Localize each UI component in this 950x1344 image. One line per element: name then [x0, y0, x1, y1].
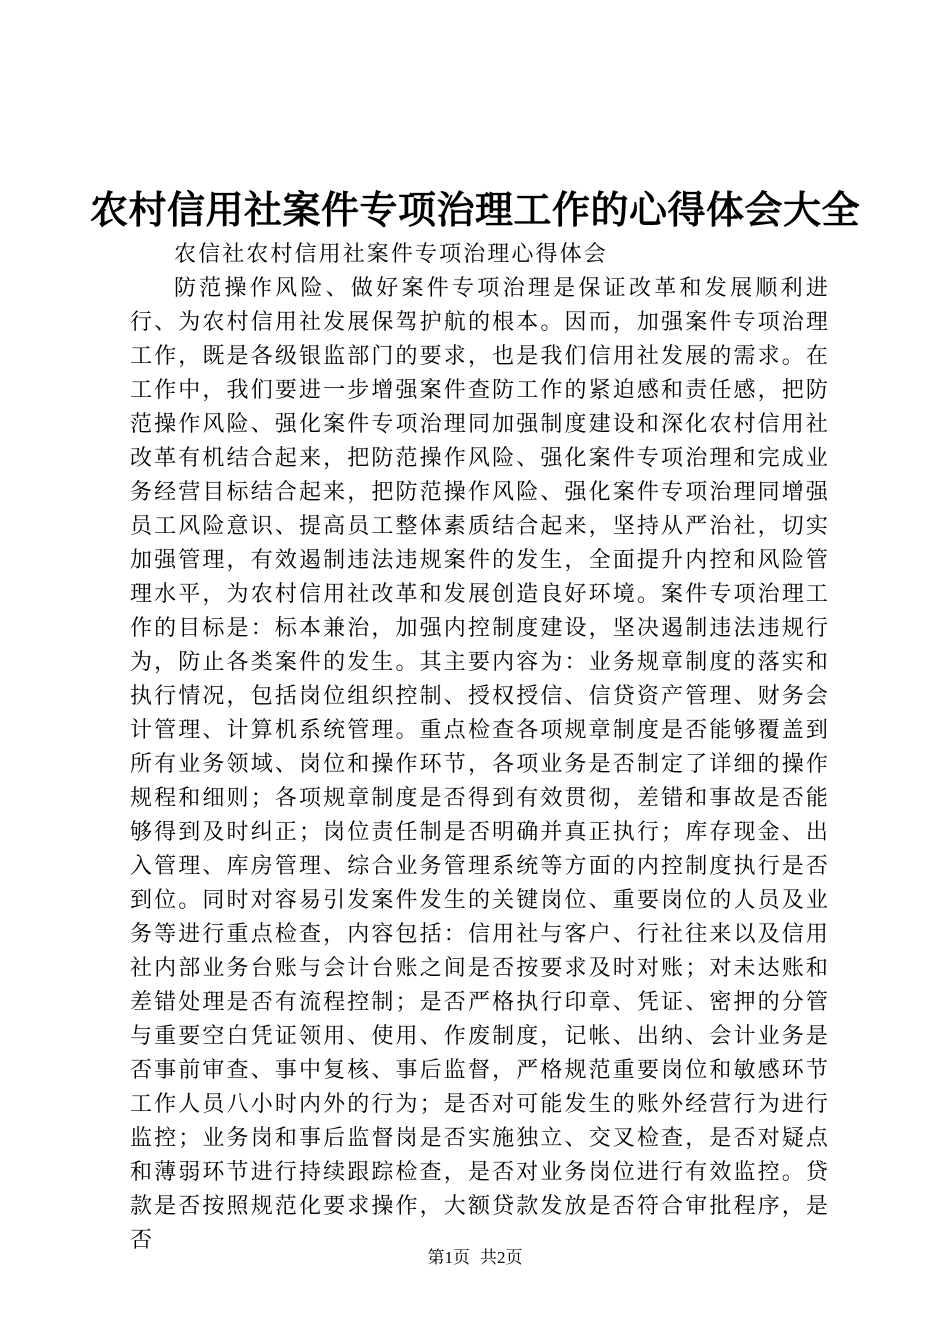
document-body [130, 238, 830, 1258]
document-title: 农村信用社案件专项治理工作的心得体会大全 [89, 187, 860, 232]
page-footer [0, 1246, 950, 1270]
body-paragraph: 防范操作风险、做好案件专项治理是保证改革和发展顺利进行、为农村信用社发展保驾护航的根本。因而，加强案件专项治理工作，既是各级银监部门的要求，也是我们信用社发展的需求。在工作中，我们要进一步增强案件查防工作的紧迫感和责任感，把防范操作风险、强化案件专项治理同加强制度建设和深化农村信用社改革有机结合起来，把防范操作风险、强化案件专项治理和完成业务经营目标结合起来，把防范操作风险、强化案件专项治理同增强员工风险意识、提高员工整体素质结合起来，坚持从严治社，切实加强管理，有效遏制违法违规案件的发生，全面提升内控和风险管理水平，为农村信用社改革和发展创造良好环境。案件专项治理工作的目标是：标本兼治，加强内控制度建设，坚决遏制违法违规行为，防止各类案件的发生。其主要内容为：业务规章制度的落实和执行情况，包括岗位组织控制、授权授信、信贷资产管理、财务会计管理、计算机系统管理。重点检查各项规章制度是否能够覆盖到所有业务领域、岗位和操作环节，各项业务是否制定了详细的操作规程和细则；各项规章制度是否得到有效贯彻，差错和事故是否能够得到及时纠正；岗位责任制是否明确并真正执行；库存现金、出入管理、库房管理、综合业务管理系统等方面的内控制度执行是否到位。同时对容易引发案件发生的关键岗位、重要岗位的人员及业务等进行重点检查，内容包括：信用社与客户、行社往来以及信用社内部业务台账与会计台账之间是否按要求及时对账；对未达账和差错处理是否有流程控制；是否严格执行印章、凭证、密押的分管与重要空白凭证领用、使用、作废制度，记帐、出纳、会计业务是否事前审查、事中复核、事后监督，严格规范重要岗位和敏感环节工作人员八小时内外的行为；是否对可能发生的账外经营行为进行监控；业务岗和事后监督岗是否实施独立、交叉检查，是否对疑点和薄弱环节进行持续跟踪检查，是否对业务岗位进行有效监控。贷款是否按照规范化要求操作，大额贷款发放是否符合审批程序，是否 [130, 276, 830, 1253]
page-number: 第1页 [427, 1248, 470, 1267]
document-subtitle: 农信社农村信用社案件专项治理心得体会 [174, 242, 608, 267]
page-total: 共2页 [480, 1248, 523, 1267]
